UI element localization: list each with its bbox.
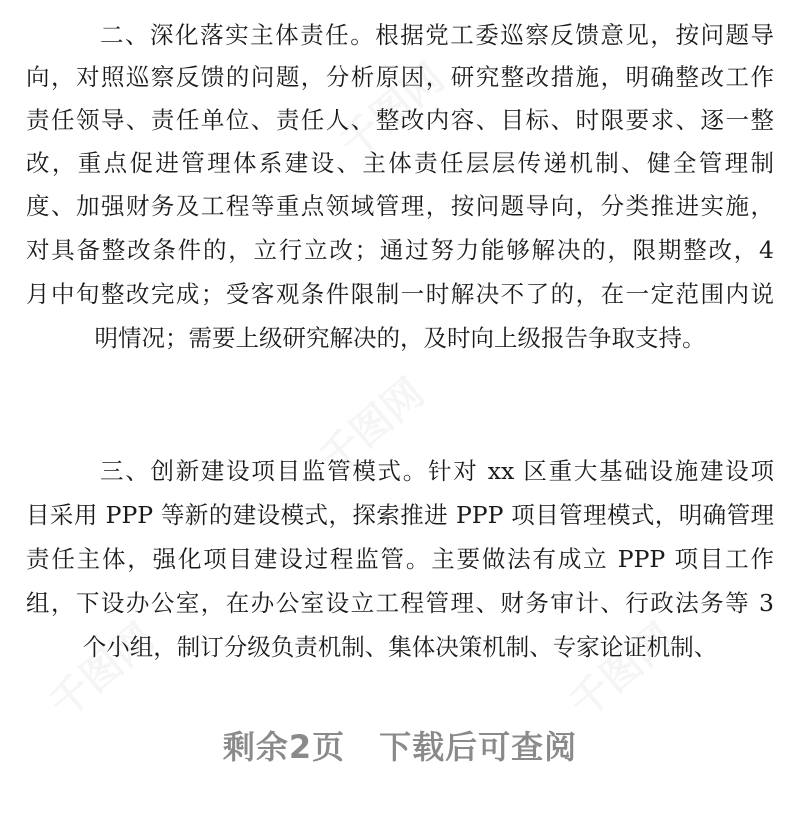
watermark: 千图网 — [41, 614, 163, 728]
text-line: 个小组，制订分级负责机制、集体决策机制、专家论证机制、 — [82, 633, 718, 661]
text-line: 月中旬整改完成；受客观条件限制一时解决不了的，在一定范围内说 — [26, 280, 774, 308]
text-line: 责任领导、责任单位、责任人、整改内容、目标、时限要求、逐一整 — [26, 106, 774, 134]
remaining-pages-label: 剩余2页 — [222, 728, 346, 766]
text-line: 目采用 PPP 等新的建设模式，探索推进 PPP 项目管理模式，明确管理 — [26, 501, 774, 529]
watermark: 千图网 — [331, 54, 453, 168]
download-to-read-banner[interactable] — [0, 722, 800, 768]
text-line: 度、加强财务及工程等重点领域管理，按问题导向，分类推进实施， — [26, 192, 774, 220]
text-line: 组，下设办公室，在办公室设立工程管理、财务审计、行政法务等 3 — [26, 589, 774, 617]
download-prompt-label[interactable]: 下载后可查阅 — [379, 728, 578, 766]
text-line: 责任主体，强化项目建设过程监管。主要做法有成立 PPP 项目工作 — [26, 545, 774, 573]
text-line: 改，重点促进管理体系建设、主体责任层层传递机制、健全管理制 — [26, 149, 774, 177]
text-line: 三、创新建设项目监管模式。针对 xx 区重大基础设施建设项 — [100, 457, 774, 485]
text-line: 明情况；需要上级研究解决的，及时向上级报告争取支持。 — [94, 324, 706, 352]
watermark: 千图网 — [561, 614, 683, 728]
text-line: 二、深化落实主体责任。根据党工委巡察反馈意见，按问题导 — [100, 21, 774, 49]
text-line: 对具备整改条件的，立行立改；通过努力能够解决的，限期整改，4 — [26, 236, 774, 264]
watermark: 千图网 — [311, 369, 433, 483]
text-line: 向，对照巡察反馈的问题，分析原因，研究整改措施，明确整改工作 — [26, 63, 774, 91]
